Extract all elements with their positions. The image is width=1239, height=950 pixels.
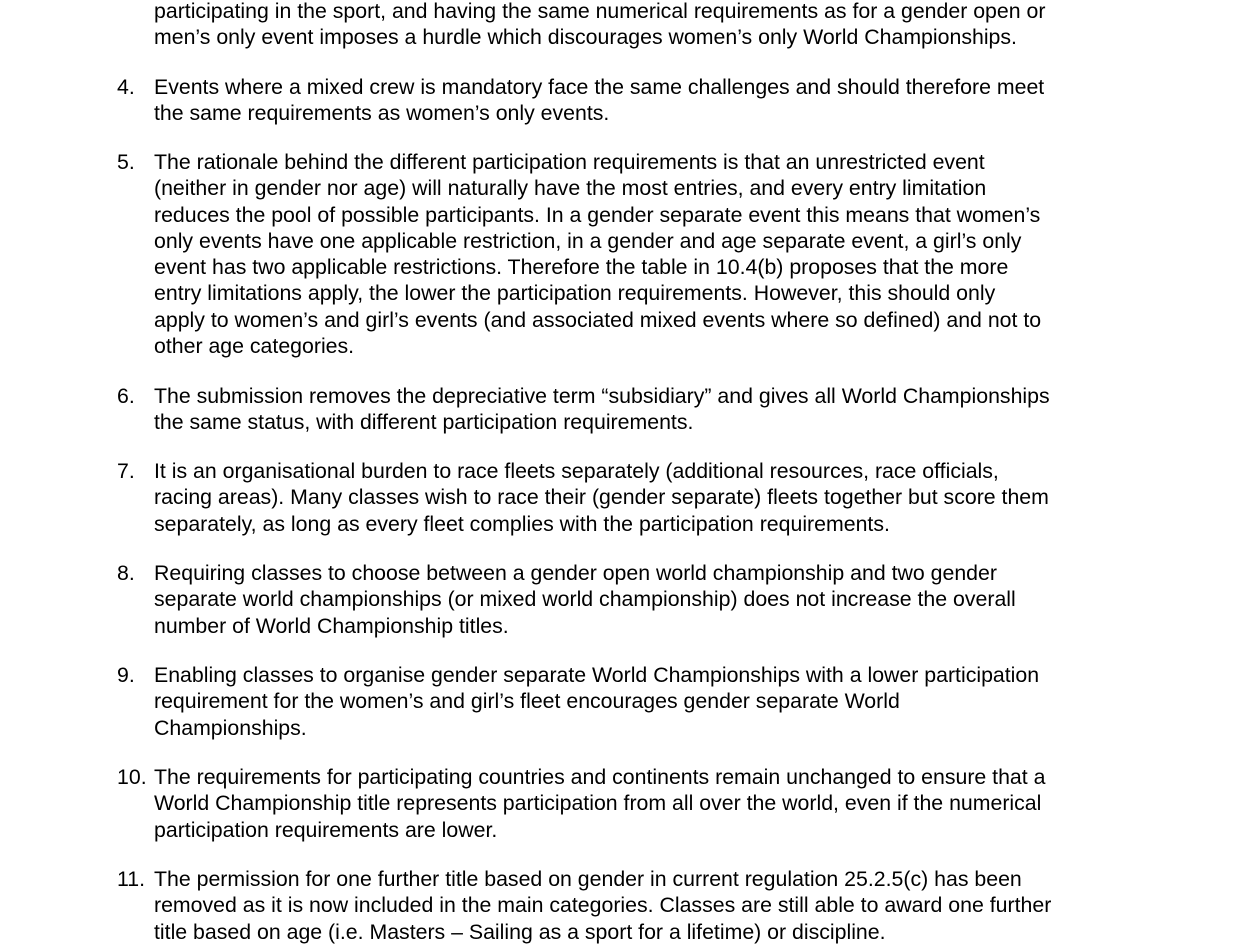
list-item-text <box>154 764 1134 843</box>
text-line: The requirements for participating countries and continents remain unchanged to ensure that a <box>154 765 1046 789</box>
text-line: only events have one applicable restriction, in a gender and age separate event, a girl’s only <box>154 228 1022 253</box>
list-item-text <box>154 866 1134 945</box>
text-line: requirement for the women’s and girl’s fleet encourages gender separate World <box>154 689 900 714</box>
list-number: 5. <box>117 150 135 174</box>
list-number: 11. <box>117 867 146 891</box>
text-line: racing areas). Many classes wish to race their (gender separate) fleets together but score them <box>154 485 1049 510</box>
text-line: The permission for one further title based on gender in current regulation 25.2.5(c) has been <box>154 867 1022 891</box>
text-line: participation requirements are lower. <box>154 817 498 842</box>
list-item-text <box>154 662 1134 741</box>
list-number: 6. <box>117 384 135 408</box>
text-line: event has two applicable restrictions. Therefore the table in 10.4(b) proposes that the more <box>154 255 1009 280</box>
text-line: Events where a mixed crew is mandatory face the same challenges and should therefore meet <box>154 75 1045 99</box>
list-number: 10. <box>117 765 147 789</box>
text-line: Requiring classes to choose between a gender open world championship and two gender <box>154 561 997 585</box>
list-number: 9. <box>117 663 135 687</box>
text-line: men’s only event imposes a hurdle which discourages women’s only World Championships. <box>154 25 1017 50</box>
text-line: removed as it is now included in the main categories. Classes are still able to award one further <box>154 893 1052 918</box>
text-line: participating in the sport, and having the same numerical requirements as for a gender open or <box>154 0 1046 23</box>
text-line: It is an organisational burden to race fleets separately (additional resources, race officials, <box>154 459 999 483</box>
text-line: The rationale behind the different participation requirements is that an unrestricted event <box>154 150 985 174</box>
text-line: separate world championships (or mixed world championship) does not increase the overall <box>154 587 1016 612</box>
list-number: 4. <box>117 75 135 99</box>
list-item-text <box>154 383 1134 436</box>
text-line: (neither in gender nor age) will naturally have the most entries, and every entry limitation <box>154 176 987 201</box>
text-line: separately, as long as every fleet complies with the participation requirements. <box>154 511 890 536</box>
continuation-paragraph <box>154 0 1134 51</box>
list-item-text <box>154 149 1134 359</box>
list-number: 8. <box>117 561 135 585</box>
text-line: other age categories. <box>154 334 355 359</box>
text-line: World Championship title represents participation from all over the world, even if the numerical <box>154 791 1042 816</box>
text-line: number of World Championship titles. <box>154 613 509 638</box>
text-line: Enabling classes to organise gender separate World Championships with a lower participation <box>154 663 1040 687</box>
text-line: Championships. <box>154 715 307 740</box>
text-line: reduces the pool of possible participants. In a gender separate event this means that women’s <box>154 202 1041 227</box>
text-line: title based on age (i.e. Masters – Sailing as a sport for a lifetime) or discipline. <box>154 919 886 944</box>
list-item-text <box>154 560 1134 639</box>
text-line: apply to women’s and girl’s events (and associated mixed events where so defined) and not to <box>154 307 1042 332</box>
list-number: 7. <box>117 459 135 483</box>
text-line: the same status, with different participation requirements. <box>154 410 694 435</box>
list-item-text <box>154 74 1134 127</box>
text-line: entry limitations apply, the lower the participation requirements. However, this should only <box>154 281 996 306</box>
text-line: The submission removes the depreciative term “subsidiary” and gives all World Championships <box>154 384 1050 408</box>
list-item-text <box>154 458 1134 537</box>
text-line: the same requirements as women’s only events. <box>154 101 610 126</box>
